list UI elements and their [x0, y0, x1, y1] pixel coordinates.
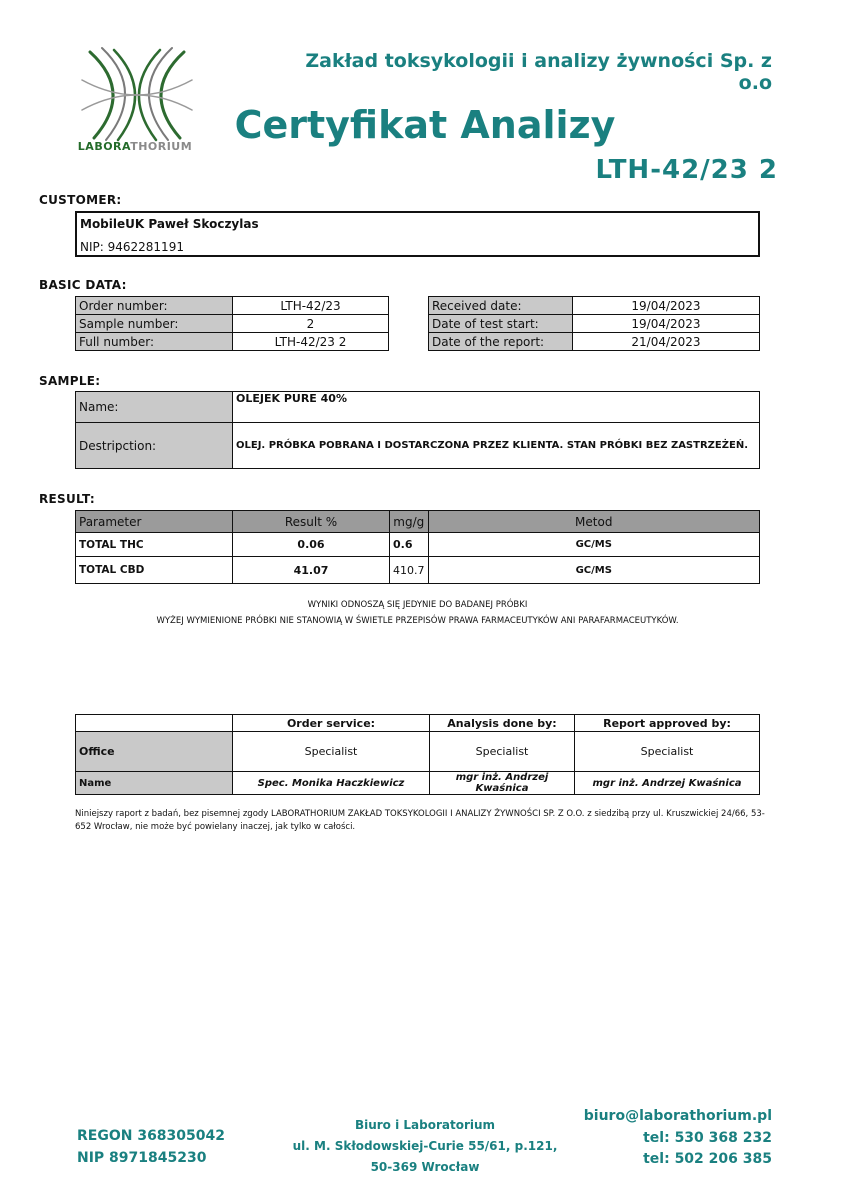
signatory-name: Spec. Monika Haczkiewicz — [233, 772, 430, 795]
basic-data-left-table — [75, 296, 389, 351]
table-header-row — [76, 511, 760, 533]
received-date-label: Received date: — [429, 297, 573, 315]
customer-nip: NIP: 9462281191 — [80, 240, 184, 254]
approval-corner — [76, 715, 233, 732]
footer-email[interactable]: biuro@laborathorium.pl — [583, 1108, 772, 1124]
document-title: Certyfikat Analizy — [234, 103, 616, 147]
test-start-label: Date of test start: — [429, 315, 573, 333]
table-row — [76, 533, 760, 557]
basic-data-right-table — [428, 296, 760, 351]
table-row — [429, 315, 760, 333]
table-row — [76, 297, 389, 315]
footer-phone[interactable]: tel: 502 206 385 — [643, 1151, 772, 1168]
full-number-value: LTH-42/23 2 — [233, 333, 389, 351]
footer-regon: REGON 368305042 — [77, 1128, 225, 1144]
table-row — [76, 557, 760, 584]
result-table — [75, 510, 760, 584]
office-line: 50-369 Wrocław — [370, 1160, 480, 1174]
table-row — [76, 315, 389, 333]
table-row — [76, 392, 760, 423]
order-number-value: LTH-42/23 — [233, 297, 389, 315]
result-parameter: TOTAL CBD — [76, 557, 233, 584]
basic-data-label: BASIC DATA: — [39, 278, 127, 292]
office-value: Specialist — [233, 732, 430, 772]
footer-contact — [560, 1106, 772, 1171]
result-mgg: 410.7 — [390, 557, 429, 584]
signatory-name: mgr inż. Andrzej Kwaśnica — [575, 772, 760, 795]
table-row — [76, 333, 389, 351]
table-row — [76, 772, 760, 795]
sample-number-label: Sample number: — [76, 315, 233, 333]
col-header-report-approved: Report approved by: — [575, 715, 760, 732]
office-line: Biuro i Laboratorium — [354, 1118, 496, 1132]
logo-wordmark: LABORATHORIUM — [77, 140, 193, 153]
office-label: Office — [76, 732, 233, 772]
office-value: Specialist — [575, 732, 760, 772]
customer-name: MobileUK Paweł Skoczylas — [80, 217, 259, 231]
sample-description-value: OLEJ. PRÓBKA POBRANA I DOSTARCZONA PRZEZ KLIENTA. STAN PRÓBKI BEZ ZASTRZEŻEŃ. — [233, 423, 760, 469]
disclaimer: Niniejszy raport z badań, bez pisemnej zgody LABORATHORIUM ZAKŁAD TOKSYKOLOGII I ANALIZY ŻYWNOŚCI SP. Z O.O. z siedzibą przy ul. Kruszwickiej 24/66, 53-652 Wrocław, nie może być powielany inaczej, jak tylko w całości. — [75, 809, 765, 832]
sample-number-value: 2 — [233, 315, 389, 333]
result-note-2: WYŻEJ WYMIENIONE PRÓBKI NIE STANOWIĄ W ŚWIETLE PRZEPISÓW PRAWA FARMACEUTYKÓW ANI PARAFARMACEUTYKÓW. — [156, 616, 679, 626]
sample-name-label: Name: — [76, 392, 233, 423]
office-line: ul. M. Skłodowskiej-Curie 55/61, p.121, — [292, 1139, 558, 1153]
table-row — [76, 732, 760, 772]
col-header-mgg: mg/g — [390, 511, 429, 533]
signatory-name: mgr inż. Andrzej Kwaśnica — [430, 772, 575, 795]
footer-nip: NIP 8971845230 — [77, 1150, 207, 1166]
result-percent: 41.07 — [233, 557, 390, 584]
result-label: RESULT: — [39, 492, 95, 506]
name-label: Name — [76, 772, 233, 795]
office-value: Specialist — [430, 732, 575, 772]
table-row — [429, 333, 760, 351]
table-header-row — [76, 715, 760, 732]
result-percent: 0.06 — [233, 533, 390, 557]
result-mgg: 0.6 — [390, 533, 429, 557]
table-row — [76, 423, 760, 469]
sample-table — [75, 391, 760, 469]
sample-name-value: OLEJEK PURE 40% — [233, 392, 760, 423]
col-header-result: Result % — [233, 511, 390, 533]
col-header-analysis-done: Analysis done by: — [430, 715, 575, 732]
received-date-value: 19/04/2023 — [573, 297, 760, 315]
result-method: GC/MS — [428, 557, 760, 584]
footer-phone[interactable]: tel: 530 368 232 — [643, 1129, 772, 1146]
result-method: GC/MS — [428, 533, 760, 557]
approval-table — [75, 714, 760, 795]
customer-box — [75, 211, 760, 257]
test-start-value: 19/04/2023 — [573, 315, 760, 333]
sample-description-label: Destripction: — [76, 423, 233, 469]
certificate-number: LTH-42/23 2 — [595, 155, 778, 185]
customer-label: CUSTOMER: — [39, 193, 122, 207]
result-parameter: TOTAL THC — [76, 533, 233, 557]
col-header-metod: Metod — [428, 511, 760, 533]
order-number-label: Order number: — [76, 297, 233, 315]
footer-office-address — [290, 1115, 560, 1178]
result-note-1: WYNIKI ODNOSZĄ SIĘ JEDYNIE DO BADANEJ PRÓBKI — [307, 600, 528, 610]
table-row — [429, 297, 760, 315]
col-header-order-service: Order service: — [233, 715, 430, 732]
col-header-parameter: Parameter — [76, 511, 233, 533]
report-date-value: 21/04/2023 — [573, 333, 760, 351]
full-number-label: Full number: — [76, 333, 233, 351]
company-name: Zakład toksykologii i analizy żywności Sp. z o.o — [305, 50, 772, 94]
sample-label: SAMPLE: — [39, 374, 101, 388]
report-date-label: Date of the report: — [429, 333, 573, 351]
